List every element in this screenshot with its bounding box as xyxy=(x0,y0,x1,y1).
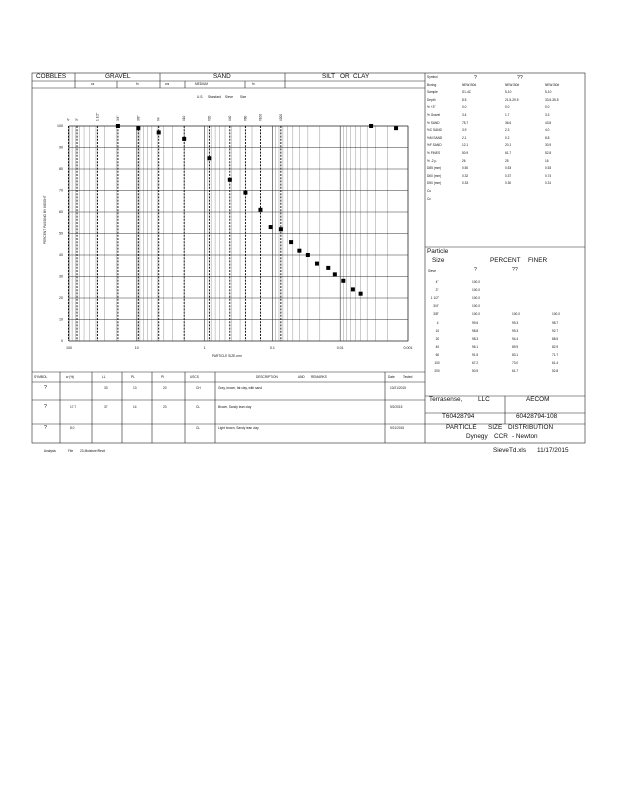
percent-finer-cell: 100.0 xyxy=(472,312,480,317)
classification-header: Date xyxy=(388,375,395,379)
prop-row-label: % +3" xyxy=(427,105,436,110)
sieve-size-cell: 3/4" xyxy=(433,304,439,309)
classification-cell: 14 xyxy=(133,405,137,409)
percent-finer-cell: 52.8 xyxy=(552,369,559,374)
classification-header: AND xyxy=(298,375,305,379)
y-tick-label: 30 xyxy=(59,274,63,279)
prop-row-label: %C SAND xyxy=(427,128,442,133)
prop-cell: 0.30 xyxy=(505,181,512,186)
x-tick-label: 10 xyxy=(134,346,139,350)
classification-header: SYMBOL xyxy=(34,375,48,379)
prop-cell: 2.1 xyxy=(462,135,467,140)
x-tick-label: 0.01 xyxy=(336,346,344,350)
gravel-coarse-label: cs xyxy=(91,82,95,86)
project-name-1: Dynegy xyxy=(466,433,488,440)
prop-cell: 0.37 xyxy=(505,173,512,178)
data-point xyxy=(369,124,373,128)
classification-cell: Gray, brown, fat clay, with sand xyxy=(218,386,262,390)
y-tick-label: 50 xyxy=(59,231,63,236)
data-point xyxy=(207,156,211,160)
prop-cell: 30.9 xyxy=(545,143,552,148)
classification-header: LL xyxy=(102,375,106,379)
sieve-tick-label: #4 xyxy=(156,117,161,121)
data-point xyxy=(394,126,398,130)
sieve-tick-label: #200 xyxy=(278,113,283,121)
client-name: AECOM xyxy=(526,396,550,403)
prop-cell: 0.31 xyxy=(545,181,552,186)
percent-finer-cell: 98.3 xyxy=(472,336,479,341)
classification-cell: 10/21/2015 xyxy=(390,386,406,390)
sieve-tick-label: 3/8" xyxy=(136,115,141,121)
percent-finer-cell: 50.9 xyxy=(472,369,479,374)
prop-cell: NEW-B0# xyxy=(462,82,477,87)
data-point xyxy=(351,287,355,291)
percent-finer-cell: 99.6 xyxy=(472,320,479,325)
finer-heading: FINER xyxy=(528,257,548,264)
percent-finer-cell: 88.5 xyxy=(552,336,559,341)
sieve-label: Sieve xyxy=(225,95,233,99)
sieve-size-cell: 10 xyxy=(435,328,440,333)
clay-label: CLAY xyxy=(353,73,370,80)
prop-row-label: % Gravel xyxy=(427,113,441,117)
percent-finer-cell: 98.7 xyxy=(552,320,559,325)
gravel-fine-label: fn xyxy=(136,82,139,86)
prop-cell: 0.33 xyxy=(462,181,469,186)
classification-cell: 13 xyxy=(133,386,137,390)
data-point xyxy=(359,292,363,296)
data-point xyxy=(341,279,345,283)
percent-heading: PERCENT xyxy=(490,257,521,264)
prop-cell: 16 xyxy=(545,158,549,163)
data-point xyxy=(116,124,120,128)
data-point xyxy=(326,266,330,270)
y-tick-label: 90 xyxy=(59,145,63,150)
percent-finer-cell: 89.9 xyxy=(512,344,519,349)
classification-cell: 23 xyxy=(163,405,167,409)
sieve-tick-label: 3/4" xyxy=(115,115,120,121)
sand-label: SAND xyxy=(213,73,231,80)
prop-cell: 75.7 xyxy=(462,120,469,125)
data-point xyxy=(315,262,319,266)
classification-header: PL xyxy=(131,375,135,379)
prop-cell: ? xyxy=(474,75,477,81)
percent-finer-cell: 73.0 xyxy=(512,361,519,365)
sieve-tick-label: #10 xyxy=(182,115,187,121)
data-point xyxy=(306,253,310,257)
prop-cell: 0.0 xyxy=(462,105,467,110)
percent-finer-cell: 100.0 xyxy=(552,312,560,317)
percent-finer-cell: 100.0 xyxy=(512,312,520,317)
percent-finer-cell: 96.1 xyxy=(472,344,479,349)
sieve-size-cell: 3/8" xyxy=(433,312,439,317)
prop-cell: 12.1 xyxy=(462,143,469,148)
prop-cell: 25 xyxy=(505,158,509,163)
prop-cell: 43.8 xyxy=(545,120,552,125)
classification-header: w (%) xyxy=(66,375,75,379)
data-point xyxy=(228,178,232,182)
prop-cell: 0.32 xyxy=(462,173,469,178)
classification-cell: CH xyxy=(196,386,201,390)
classification-cell: CL xyxy=(196,426,201,430)
percent-finer-cell: 99.3 xyxy=(512,320,519,325)
sieve-tick-label: 3" xyxy=(75,118,80,121)
y-tick-label: 80 xyxy=(59,167,63,172)
size-label: Size xyxy=(240,95,247,99)
prop-cell: 1.7 xyxy=(505,113,510,117)
prop-row-label: Cu xyxy=(427,189,432,193)
sieve-size-cell: 20 xyxy=(435,336,440,341)
classification-header: PI xyxy=(161,375,165,379)
prop-row-label: Boring xyxy=(427,82,437,87)
prop-row-label: % FINES xyxy=(427,151,441,155)
sieve-size-cell: 4 xyxy=(436,320,439,325)
prop-cell: 5-10 xyxy=(505,90,512,95)
classification-cell: CL xyxy=(196,405,201,409)
prop-row-label: Symbol xyxy=(427,75,438,79)
prop-cell: 21.5-29.5 xyxy=(505,97,519,102)
particle-label: Particle xyxy=(427,248,449,255)
prop-cell: 5-10 xyxy=(545,90,552,95)
percent-finer-cell: 61.7 xyxy=(512,369,519,374)
prop-row-label: %M SAND xyxy=(427,135,443,140)
x-tick-label: 1 xyxy=(203,346,206,350)
prop-cell: 52.8 xyxy=(545,151,552,155)
percent-finer-cell: 99.3 xyxy=(512,328,519,333)
y-axis-title: PERCENT PASSING BY WEIGHT xyxy=(43,195,47,244)
sieve-size-cell: 1 1/2" xyxy=(430,296,440,301)
percent-finer-cell: 91.5 xyxy=(472,352,479,357)
company-name: Terrasense, xyxy=(429,396,463,403)
prop-cell: 0.74 xyxy=(545,173,552,178)
prop-cell: 0.2 xyxy=(505,135,510,140)
x-tick-label: 0.001 xyxy=(403,346,413,350)
sieve-tick-label: 4" xyxy=(66,118,71,121)
classification-header: USCS xyxy=(190,375,199,379)
prop-cell: ?? xyxy=(517,75,523,81)
sand-fine-label: fn xyxy=(252,82,255,86)
project-name-2: CCR xyxy=(494,433,508,440)
percent-finer-cell: 83.1 xyxy=(512,352,519,357)
prop-cell: 0.50 xyxy=(462,166,469,171)
data-point xyxy=(279,227,283,231)
y-tick-label: 10 xyxy=(59,317,63,322)
x-axis-title: PARTICLE SIZE-mm xyxy=(212,354,242,358)
sand-medium-label: MEDIUM xyxy=(195,82,208,86)
classification-cell: 33 xyxy=(104,386,108,390)
silt-label: SILT xyxy=(322,73,336,80)
x-tick-label: 0.1 xyxy=(269,346,275,350)
classification-cell: 37 xyxy=(104,405,108,409)
prop-row-label: D85 (mm) xyxy=(427,166,442,171)
prop-row-label: D50 (mm) xyxy=(427,181,442,186)
prop-cell: 20.1 xyxy=(505,143,512,148)
report-title-1: PARTICLE xyxy=(446,424,477,431)
data-point xyxy=(297,249,301,253)
company-llc: LLC xyxy=(478,396,490,403)
data-point xyxy=(136,126,140,130)
sieve-sym2: ?? xyxy=(512,267,518,273)
project-name-3: - Newton xyxy=(512,433,538,440)
prop-cell: 0.53 xyxy=(545,166,552,171)
prop-cell: 0.0 xyxy=(545,105,550,110)
report-title-3: DISTRIBUTION xyxy=(508,424,554,431)
footer-file-value: 23-Moisture/Rev# xyxy=(80,449,106,453)
prop-row-label: Depth xyxy=(427,97,436,102)
classification-cell: ? xyxy=(44,385,47,391)
or-label: OR xyxy=(340,73,350,80)
prop-row-label: D60 (mm) xyxy=(427,173,442,178)
x-tick-label: 100 xyxy=(66,346,72,350)
classification-header: DESCRIPTION xyxy=(256,375,278,379)
prop-cell: NEW-B0# xyxy=(545,82,560,87)
prop-cell: NEW-B0# xyxy=(505,82,520,87)
classification-cell: ? xyxy=(44,404,47,410)
prop-cell: S1-4C xyxy=(462,90,472,95)
sieve-size-cell: 40 xyxy=(435,344,440,349)
percent-finer-cell: 100.0 xyxy=(472,296,480,301)
data-point xyxy=(258,208,262,212)
prop-row-label: % SAND xyxy=(427,120,440,125)
sieve-col-heading: Sieve xyxy=(428,269,436,273)
percent-finer-cell: 71.7 xyxy=(552,352,559,357)
y-tick-label: 20 xyxy=(59,296,63,301)
data-point xyxy=(289,240,293,244)
sieve-tick-label: #40 xyxy=(227,115,232,121)
sieve-size-cell: 4" xyxy=(435,280,439,284)
data-point xyxy=(182,137,186,141)
sieve-sym1: ? xyxy=(474,267,477,273)
sieve-size-cell: 200 xyxy=(434,369,440,374)
classification-cell: 9/2/2015 xyxy=(390,405,403,409)
sieve-tick-label: 1 1/2" xyxy=(95,112,100,121)
classification-cell: 8.0 xyxy=(70,426,75,430)
y-tick-label: 0 xyxy=(61,339,63,344)
prop-cell: 3.3 xyxy=(545,113,550,117)
prop-cell: 2.3 xyxy=(505,128,510,133)
data-point xyxy=(269,225,273,229)
prop-row-label: Sample xyxy=(427,90,438,95)
prop-cell: 0.53 xyxy=(505,166,512,171)
percent-finer-cell: 100.0 xyxy=(472,280,480,284)
sieve-size-cell: 3" xyxy=(435,288,439,293)
classification-cell: ? xyxy=(44,425,47,431)
job-number-right: 60428794-108 xyxy=(516,413,558,420)
percent-finer-cell: 98.8 xyxy=(472,328,479,333)
prop-cell: 0.0 xyxy=(505,105,510,110)
sand-coarse-label: crs xyxy=(165,82,170,86)
gravel-label: GRAVEL xyxy=(105,73,131,80)
prop-row-label: Cc xyxy=(427,196,431,201)
percent-finer-cell: 94.4 xyxy=(512,336,519,341)
percent-finer-cell: 100.0 xyxy=(472,304,480,309)
sieve-tick-label: #100 xyxy=(258,113,263,121)
classification-cell: Brown, Sandy lean clay xyxy=(218,405,252,409)
footer-analysis: Analysis xyxy=(44,449,56,453)
percent-finer-cell: 61.4 xyxy=(552,361,559,365)
prop-cell: 36.6 xyxy=(505,120,512,125)
data-point xyxy=(157,130,161,134)
percent-finer-cell: 92.7 xyxy=(552,328,559,333)
y-tick-label: 40 xyxy=(59,253,63,258)
classification-header: Tested xyxy=(403,375,413,379)
y-tick-label: 70 xyxy=(59,188,63,193)
sieve-tick-label: #60 xyxy=(243,115,248,121)
cobbles-label: COBBLES xyxy=(36,73,67,80)
prop-cell: 8.5 xyxy=(462,97,467,102)
job-number-left: T60428794 xyxy=(442,413,475,420)
prop-row-label: %F SAND xyxy=(427,143,442,148)
y-tick-label: 100 xyxy=(57,124,63,129)
report-title-2: SIZE xyxy=(488,424,503,431)
classification-cell: 17.7 xyxy=(70,405,77,409)
classification-cell: 9/21/2015 xyxy=(390,426,405,430)
prop-cell: 3.9 xyxy=(462,128,467,133)
size-heading: Size xyxy=(432,257,445,264)
classification-cell: 20 xyxy=(163,386,167,390)
prop-cell: 26 xyxy=(462,158,466,163)
percent-finer-cell: 100.0 xyxy=(472,288,480,293)
footer-file-label: File xyxy=(68,449,74,453)
prop-cell: 3.4 xyxy=(462,113,467,117)
standard-label: Standard xyxy=(208,95,221,99)
prop-cell: 33.5-35.5 xyxy=(545,97,559,102)
prop-cell: 8.8 xyxy=(545,135,550,140)
percent-finer-cell: 67.2 xyxy=(472,361,479,365)
prop-cell: 61.7 xyxy=(505,151,512,155)
footer-date: 11/17/2015 xyxy=(537,447,569,454)
us-label: U.S. xyxy=(197,95,204,99)
footer-sheet: SieveTd.xls xyxy=(493,447,527,454)
percent-finer-cell: 82.9 xyxy=(552,344,559,349)
prop-cell: 50.9 xyxy=(462,151,469,155)
sieve-size-cell: 100 xyxy=(434,361,440,365)
sieve-tick-label: #20 xyxy=(207,115,212,121)
y-tick-label: 60 xyxy=(59,210,63,215)
sieve-size-cell: 60 xyxy=(435,352,440,357)
prop-cell: 4.0 xyxy=(545,128,550,133)
data-point xyxy=(243,191,247,195)
prop-row-label: % -2 µ xyxy=(427,158,437,163)
data-point xyxy=(333,272,337,276)
classification-header: REMARKS xyxy=(311,375,327,379)
classification-cell: Light brown, Sandy lean clay xyxy=(218,426,259,430)
